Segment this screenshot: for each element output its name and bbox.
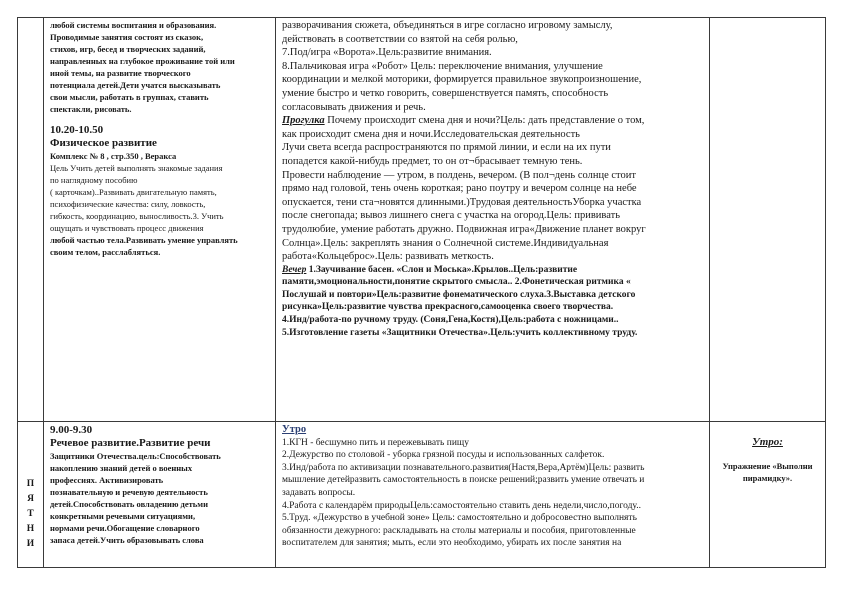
- text-line: направленных на глубокое проживание той или: [50, 56, 235, 66]
- text-line: познавательную и речевую деятельность: [50, 487, 208, 497]
- text-line: прямо над головой, тень очень короткая; рано поутру и вечером солнце на небе: [282, 183, 637, 195]
- text-line: 4.Работа с календарём природыЦель:самостоятельно ставить день недели,число,погоду..: [282, 500, 641, 511]
- text-line: мышление детейразвить самостоятельность в поиске решений;развить умение отвечать и: [282, 475, 645, 486]
- text-line: запаса детей.Учить образовывать слова: [50, 535, 204, 545]
- text-line: свои мысли, работать в группах, ставить: [50, 92, 209, 102]
- text-line: обязанности дежурного: раскладывать на столы материалы и пособия, приготовленные: [282, 525, 636, 536]
- evening-label: Вечер: [282, 264, 307, 275]
- individual-title: Утро:: [752, 436, 783, 448]
- gcd-cell: [44, 18, 276, 422]
- text-line: 1.КГН - бесшумно пить и пережевывать пищу: [282, 437, 469, 448]
- text-line: задавать вопросы.: [282, 487, 356, 498]
- text-line: после снегопада; вывоз лишнего снега с участка на огород.Цель: прививать: [282, 210, 621, 222]
- day-cell-empty: [18, 18, 44, 422]
- gcd-goal: [50, 162, 269, 258]
- text-line: накоплению знаний детей о военных: [50, 463, 193, 473]
- joint-activity-cell: [276, 422, 710, 568]
- text-line: Защитники Отечества.цель:Способствовать: [50, 451, 221, 461]
- text-line: 2.Дежурство по столовой - уборка грязной посуды и использованных салфеток.: [282, 450, 605, 461]
- text-line: Почему происходит смена дня и ночи?Цель: дать представление о том,: [324, 115, 645, 127]
- text-line: Послушай и повтори»Цель:развитие фонематического слуха.3.Выставка детского: [282, 289, 636, 300]
- text-line: по наглядному пособию: [50, 175, 138, 185]
- text-line: трудолюбие, умение работать дружно. Подвижная игра«Движение планет вокруг: [282, 223, 646, 235]
- morning-label: Утро: [282, 424, 307, 435]
- text-line: Проводимые занятия состоят из сказок,: [50, 32, 204, 42]
- text-line: действовать в соответствии со взятой на себя ролью,: [282, 33, 518, 45]
- text-line: работа«Кольцеброс».Цель: развивать меткость.: [282, 251, 494, 263]
- table-row: [18, 422, 826, 568]
- gcd-complex: Комплекс № 8 , стр.350 , Веракса: [50, 151, 177, 161]
- text-line: психофизические качества: силу, ловкость,: [50, 199, 206, 209]
- text-line: Солнца».Цель: закреплять знания о Солнечной системе.Индивидуальная: [282, 237, 609, 249]
- gcd-title: Речевое развитие.Развитие речи: [50, 437, 211, 449]
- text-line: 5.Изготовление газеты «Защитники Отечества».Цель:учить коллективному труду.: [282, 327, 638, 338]
- joint-activity-cell: [276, 18, 710, 422]
- text-line: 4.Инд/работа-по ручному труду. (Соня,Гена,Костя),Цель:работа с ножницами..: [282, 315, 619, 326]
- plan-table: [17, 17, 826, 568]
- text-line: детей.Способствовать овладению детьми: [50, 499, 208, 509]
- table-row: [18, 18, 826, 422]
- text-line: профессиях. Активизировать: [50, 475, 164, 485]
- text-line: ( карточкам)..Развивать двигательную память,: [50, 187, 217, 197]
- text-line: координации и мелкой моторики, формируется правильное звукопроизношение,: [282, 74, 642, 86]
- text-line: воспитателем для занятия; мыть, если это необходимо, убирать их после занятия на: [282, 538, 622, 549]
- day-letter: Н: [26, 523, 35, 534]
- text-line: памяти,эмоциональности,понятие скрытого смысла.. 2.Фонетическая ритмика «: [282, 277, 631, 288]
- text-line: рисунка»Цель:развитие чувства прекрасного,самооценка своего творчества.: [282, 302, 614, 313]
- evening-section: [282, 264, 703, 340]
- text-line: своим телом, расслабляться.: [50, 247, 161, 257]
- day-letter: И: [26, 538, 35, 549]
- individual-cell-empty: [710, 18, 826, 422]
- morning-section: [282, 437, 703, 550]
- walk-section: [282, 114, 703, 128]
- text-line: 3.Инд/работа по активизации познавательного.развития(Настя,Вера,Артём)Цель: развить: [282, 462, 645, 473]
- individual-text: Упражнение «Выполни пирамидку».: [722, 461, 813, 483]
- text-line: спектакли, рисовать.: [50, 104, 132, 114]
- text-line: любой частью тела.Развивать умение управлять: [50, 235, 238, 245]
- gcd-text: [50, 450, 269, 546]
- text-line: иной темы, на развитие творческого: [50, 68, 191, 78]
- text-line: конкретными речевыми ситуациями,: [50, 511, 196, 521]
- day-letter: Я: [27, 493, 34, 504]
- text-line: умение быстро и четко говорить, совершенствуется память, способность: [282, 87, 609, 99]
- day-cell: [18, 422, 44, 568]
- gcd-cell: [44, 422, 276, 568]
- text-line: 8.Пальчиковая игра «Робот» Цель: переключение внимания, улучшение: [282, 60, 603, 72]
- text-line: как происходит смена дня и ночи.Исследовательская деятельность: [282, 128, 580, 140]
- text-line: 1.Заучивание басен. «Слон и Моська».Крылов..Цель:развитие: [306, 264, 578, 275]
- day-letter: Т: [27, 508, 34, 519]
- text-line: опускается, тени ста¬новятся длинными.)Трудовая деятельностьУборка участка: [282, 196, 642, 208]
- day-letter: П: [26, 478, 35, 489]
- gcd-time: 10.20-10.50: [50, 124, 104, 136]
- text-line: 5.Труд. «Дежурство в учебной зоне» Цель: самостоятельно и добросовестно выполнять: [282, 513, 637, 524]
- text-line: нормами речи.Обогащение словарного: [50, 523, 200, 533]
- text-line: ощущать и чувствовать процесс движения: [50, 223, 204, 233]
- individual-cell: [710, 422, 826, 568]
- gcd-time: 9.00-9.30: [50, 424, 93, 436]
- text-line: попадется какой-нибудь предмет, то он от¬брасывает темную тень.: [282, 155, 583, 167]
- text-line: гибкость, координацию, выносливость.3. Учить: [50, 211, 224, 221]
- gcd-title: Физическое развитие: [50, 137, 157, 149]
- gcd-intro: [50, 19, 269, 115]
- text-line: разворачивания сюжета, объединяться в игре согласно игровому замыслу,: [282, 20, 613, 31]
- text-line: потенциала детей.Дети учатся высказывать: [50, 80, 221, 90]
- walk-label: Прогулка: [282, 115, 325, 127]
- text-line: Провести наблюдение — утром, в полдень, вечером. (В пол¬день солнце стоит: [282, 169, 636, 181]
- text-line: Цель Учить детей выполнять знакомые задания: [50, 163, 223, 173]
- text-line: согласовывать движения и речь.: [282, 101, 426, 113]
- text-line: Лучи света всегда распространяются по прямой линии, и если на их пути: [282, 142, 611, 154]
- text-line: 7.Под/игра «Ворота».Цель:развитие внимания.: [282, 47, 492, 59]
- text-line: любой системы воспитания и образования.: [50, 20, 217, 30]
- text-line: стихов, игр, бесед и творческих заданий,: [50, 44, 206, 54]
- day-name-vertical: [18, 479, 43, 549]
